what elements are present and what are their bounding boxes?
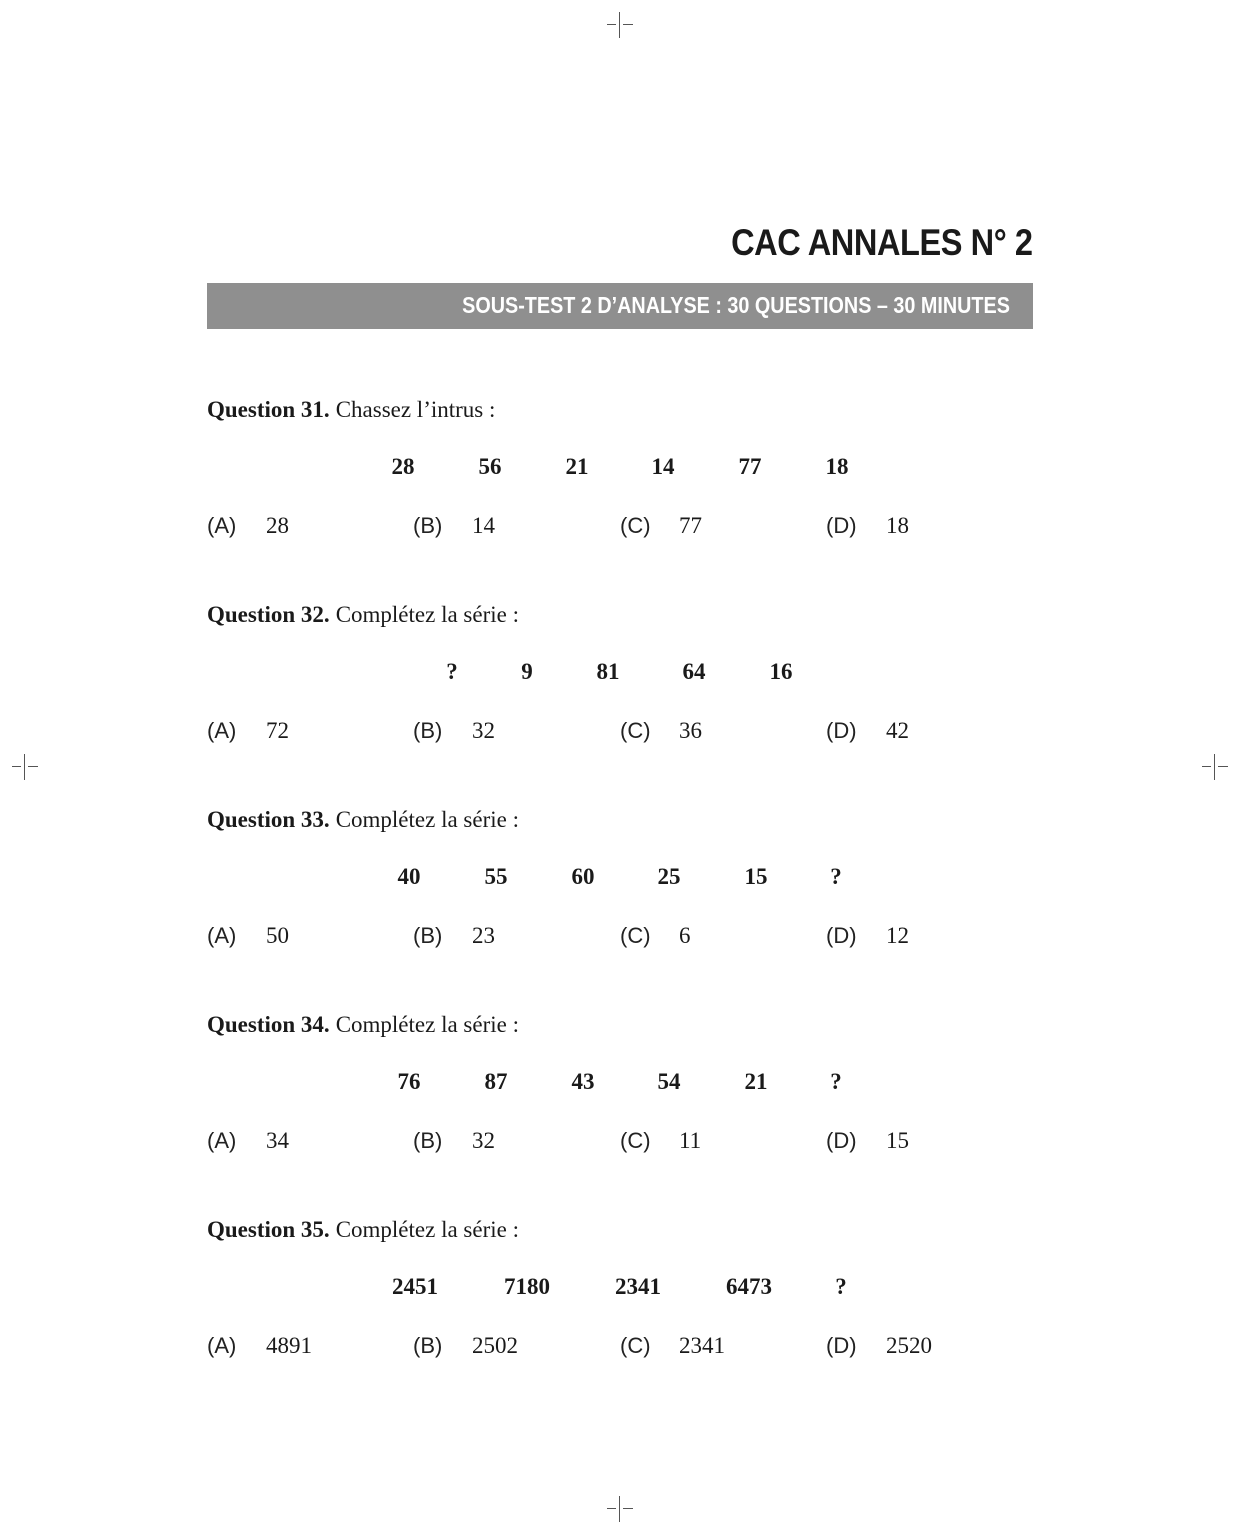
option-d-letter[interactable]: (D) xyxy=(826,923,857,948)
sequence-item: 15 xyxy=(744,864,768,889)
question-34 xyxy=(207,1012,1033,1162)
section-banner-text: SOUS-TEST 2 D’ANALYSE : 30 QUESTIONS – 30 MINUTES xyxy=(462,292,1010,318)
question-prompt: Chassez l’intrus : xyxy=(335,397,496,422)
option-d-letter[interactable]: (D) xyxy=(826,1128,857,1153)
option-a-letter[interactable]: (A) xyxy=(207,1128,237,1153)
option-c-value[interactable]: 6 xyxy=(679,923,691,948)
option-d-value[interactable]: 12 xyxy=(886,923,909,948)
question-number: Question 35. xyxy=(207,1217,330,1242)
sequence-item: 9 xyxy=(521,659,533,684)
sequence-item: 43 xyxy=(571,1069,595,1094)
question-33 xyxy=(207,807,1033,957)
sequence-item: 18 xyxy=(825,454,849,479)
option-c-value[interactable]: 36 xyxy=(679,718,702,743)
question-prompt: Complétez la série : xyxy=(335,1012,519,1037)
sequence-item: 87 xyxy=(484,1069,508,1094)
sequence-item: ? xyxy=(446,659,458,684)
question-prompt: Complétez la série : xyxy=(335,807,519,832)
sequence-item: 16 xyxy=(769,659,793,684)
sequence-item: ? xyxy=(835,1274,847,1299)
crop-mark-left xyxy=(12,754,38,780)
option-d-letter[interactable]: (D) xyxy=(826,513,857,538)
option-d-value[interactable]: 15 xyxy=(886,1128,909,1153)
option-b-value[interactable]: 32 xyxy=(472,1128,495,1153)
page-title: CAC ANNALES N° 2 xyxy=(731,222,1033,263)
option-b-letter[interactable]: (B) xyxy=(413,718,443,743)
sequence-item: 2341 xyxy=(615,1274,661,1299)
option-b-letter[interactable]: (B) xyxy=(413,513,443,538)
question-number: Question 31. xyxy=(207,397,330,422)
sequence-item: 54 xyxy=(657,1069,681,1094)
option-d-value[interactable]: 18 xyxy=(886,513,909,538)
sequence-item: ? xyxy=(830,864,842,889)
option-b-letter[interactable]: (B) xyxy=(413,923,443,948)
option-c-value[interactable]: 2341 xyxy=(679,1333,725,1358)
option-c-value[interactable]: 11 xyxy=(679,1128,702,1153)
option-a-letter[interactable]: (A) xyxy=(207,923,237,948)
option-a-value[interactable]: 50 xyxy=(266,923,289,948)
option-b-letter[interactable]: (B) xyxy=(413,1333,443,1358)
sequence-item: 81 xyxy=(596,659,620,684)
sequence-item: 76 xyxy=(397,1069,421,1094)
option-a-letter[interactable]: (A) xyxy=(207,1333,237,1358)
option-a-letter[interactable]: (A) xyxy=(207,513,237,538)
section-banner xyxy=(207,283,1033,329)
sequence-item: 25 xyxy=(657,864,681,889)
option-d-letter[interactable]: (D) xyxy=(826,718,857,743)
question-header xyxy=(207,602,519,628)
option-b-value[interactable]: 2502 xyxy=(472,1333,518,1358)
option-a-value[interactable]: 34 xyxy=(266,1128,289,1153)
option-d-value[interactable]: 2520 xyxy=(886,1333,932,1358)
sequence-item: 6473 xyxy=(726,1274,772,1299)
option-a-value[interactable]: 72 xyxy=(266,718,289,743)
option-b-value[interactable]: 32 xyxy=(472,718,495,743)
question-number: Question 33. xyxy=(207,807,330,832)
sequence-item: 56 xyxy=(478,454,502,479)
question-number: Question 32. xyxy=(207,602,330,627)
question-header xyxy=(207,1012,519,1038)
question-prompt: Complétez la série : xyxy=(335,602,519,627)
option-b-value[interactable]: 23 xyxy=(472,923,495,948)
sequence-item: 55 xyxy=(484,864,508,889)
sequence-item: 2451 xyxy=(392,1274,438,1299)
question-35 xyxy=(207,1217,1033,1367)
option-c-letter[interactable]: (C) xyxy=(620,1333,651,1358)
sequence-item: 60 xyxy=(571,864,595,889)
option-c-letter[interactable]: (C) xyxy=(620,923,651,948)
option-c-letter[interactable]: (C) xyxy=(620,513,651,538)
option-b-letter[interactable]: (B) xyxy=(413,1128,443,1153)
question-header xyxy=(207,397,495,423)
option-c-value[interactable]: 77 xyxy=(679,513,702,538)
option-a-value[interactable]: 4891 xyxy=(266,1333,312,1358)
question-32 xyxy=(207,602,1033,752)
question-header xyxy=(207,1217,519,1243)
sequence-item: 14 xyxy=(651,454,675,479)
crop-mark-top xyxy=(607,12,633,38)
option-c-letter[interactable]: (C) xyxy=(620,1128,651,1153)
option-a-letter[interactable]: (A) xyxy=(207,718,237,743)
option-c-letter[interactable]: (C) xyxy=(620,718,651,743)
crop-mark-right xyxy=(1202,754,1228,780)
option-d-letter[interactable]: (D) xyxy=(826,1333,857,1358)
sequence-item: ? xyxy=(830,1069,842,1094)
question-prompt: Complétez la série : xyxy=(335,1217,519,1242)
crop-mark-bottom xyxy=(607,1496,633,1522)
question-31 xyxy=(207,397,1033,547)
sequence-item: 21 xyxy=(744,1069,768,1094)
sequence-item: 40 xyxy=(397,864,421,889)
option-d-value[interactable]: 42 xyxy=(886,718,909,743)
question-header xyxy=(207,807,519,833)
option-a-value[interactable]: 28 xyxy=(266,513,289,538)
sequence-item: 21 xyxy=(565,454,589,479)
question-number: Question 34. xyxy=(207,1012,330,1037)
option-b-value[interactable]: 14 xyxy=(472,513,495,538)
sequence-item: 77 xyxy=(738,454,762,479)
sequence-item: 64 xyxy=(682,659,706,684)
sequence-item: 28 xyxy=(391,454,415,479)
sequence-item: 7180 xyxy=(504,1274,550,1299)
